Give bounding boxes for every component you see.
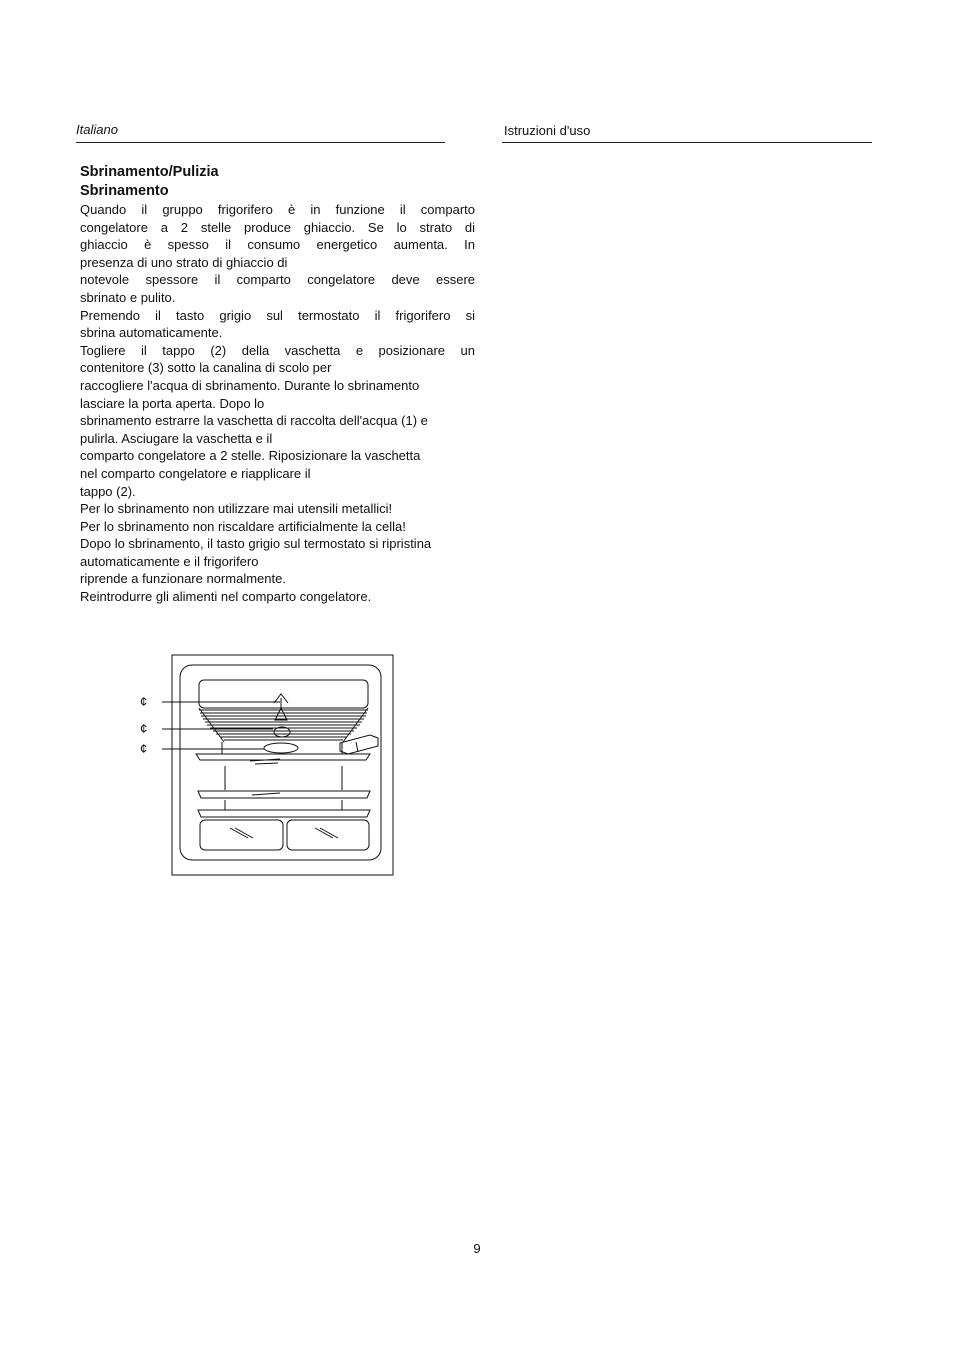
body-line: Per lo sbrinamento non utilizzare mai utensili metallici! <box>80 501 393 517</box>
main-content <box>80 163 475 606</box>
body-line: Per lo sbrinamento non riscaldare artificialmente la cella! <box>80 518 406 534</box>
fridge-diagram <box>130 650 400 882</box>
body-line: Reintrodurre gli alimenti nel comparto congelatore. <box>80 589 372 605</box>
body-line: Dopo lo sbrinamento, il tasto grigio sul termostato si ripristina <box>80 536 432 552</box>
section-title: Sbrinamento/Pulizia <box>80 164 219 180</box>
body-line: raccogliere l'acqua di sbrinamento. Durante lo sbrinamento <box>80 377 420 393</box>
body-line: riprende a funzionare normalmente. <box>80 571 286 587</box>
body-line: notevole spessore il comparto congelatore deve essere <box>80 272 475 288</box>
body-line: tappo (2). <box>80 483 136 499</box>
callout-marker: ¢ <box>140 721 148 736</box>
page-number: 9 <box>473 1241 481 1256</box>
header-language: Italiano <box>76 122 118 137</box>
body-line: pulirla. Asciugare la vaschetta e il <box>80 430 273 446</box>
body-line: sbrina automaticamente. <box>80 325 223 341</box>
body-line: presenza di uno strato di ghiaccio di <box>80 254 288 270</box>
section-subtitle: Sbrinamento <box>80 183 169 199</box>
body-line: congelatore a 2 stelle produce ghiaccio. Se lo strato di <box>80 219 475 235</box>
body-line: Premendo il tasto grigio sul termostato il frigorifero si <box>80 307 475 323</box>
body-line: sbrinamento estrarre la vaschetta di raccolta dell'acqua (1) e <box>80 413 428 429</box>
body-line: nel comparto congelatore e riapplicare il <box>80 465 311 481</box>
header-right <box>502 120 872 143</box>
header-left <box>76 120 445 143</box>
header-section: Istruzioni d'uso <box>504 123 591 138</box>
body-line: sbrinato e pulito. <box>80 289 176 305</box>
body-line: Togliere il tappo (2) della vaschetta e posizionare un <box>80 342 475 358</box>
body-line: Quando il gruppo frigorifero è in funzione il comparto <box>80 202 475 217</box>
body-line: ghiaccio è spesso il consumo energetico aumenta. In <box>80 237 475 253</box>
callout-marker: ¢ <box>140 741 148 756</box>
body-line: automaticamente e il frigorifero <box>80 553 259 569</box>
body-line: contenitore (3) sotto la canalina di scolo per <box>80 360 332 376</box>
body-line: comparto congelatore a 2 stelle. Riposizionare la vaschetta <box>80 448 421 464</box>
fridge-illustration <box>130 650 400 882</box>
body-text <box>80 201 475 606</box>
callout-marker: ¢ <box>140 694 148 709</box>
body-line: lasciare la porta aperta. Dopo lo <box>80 395 265 411</box>
